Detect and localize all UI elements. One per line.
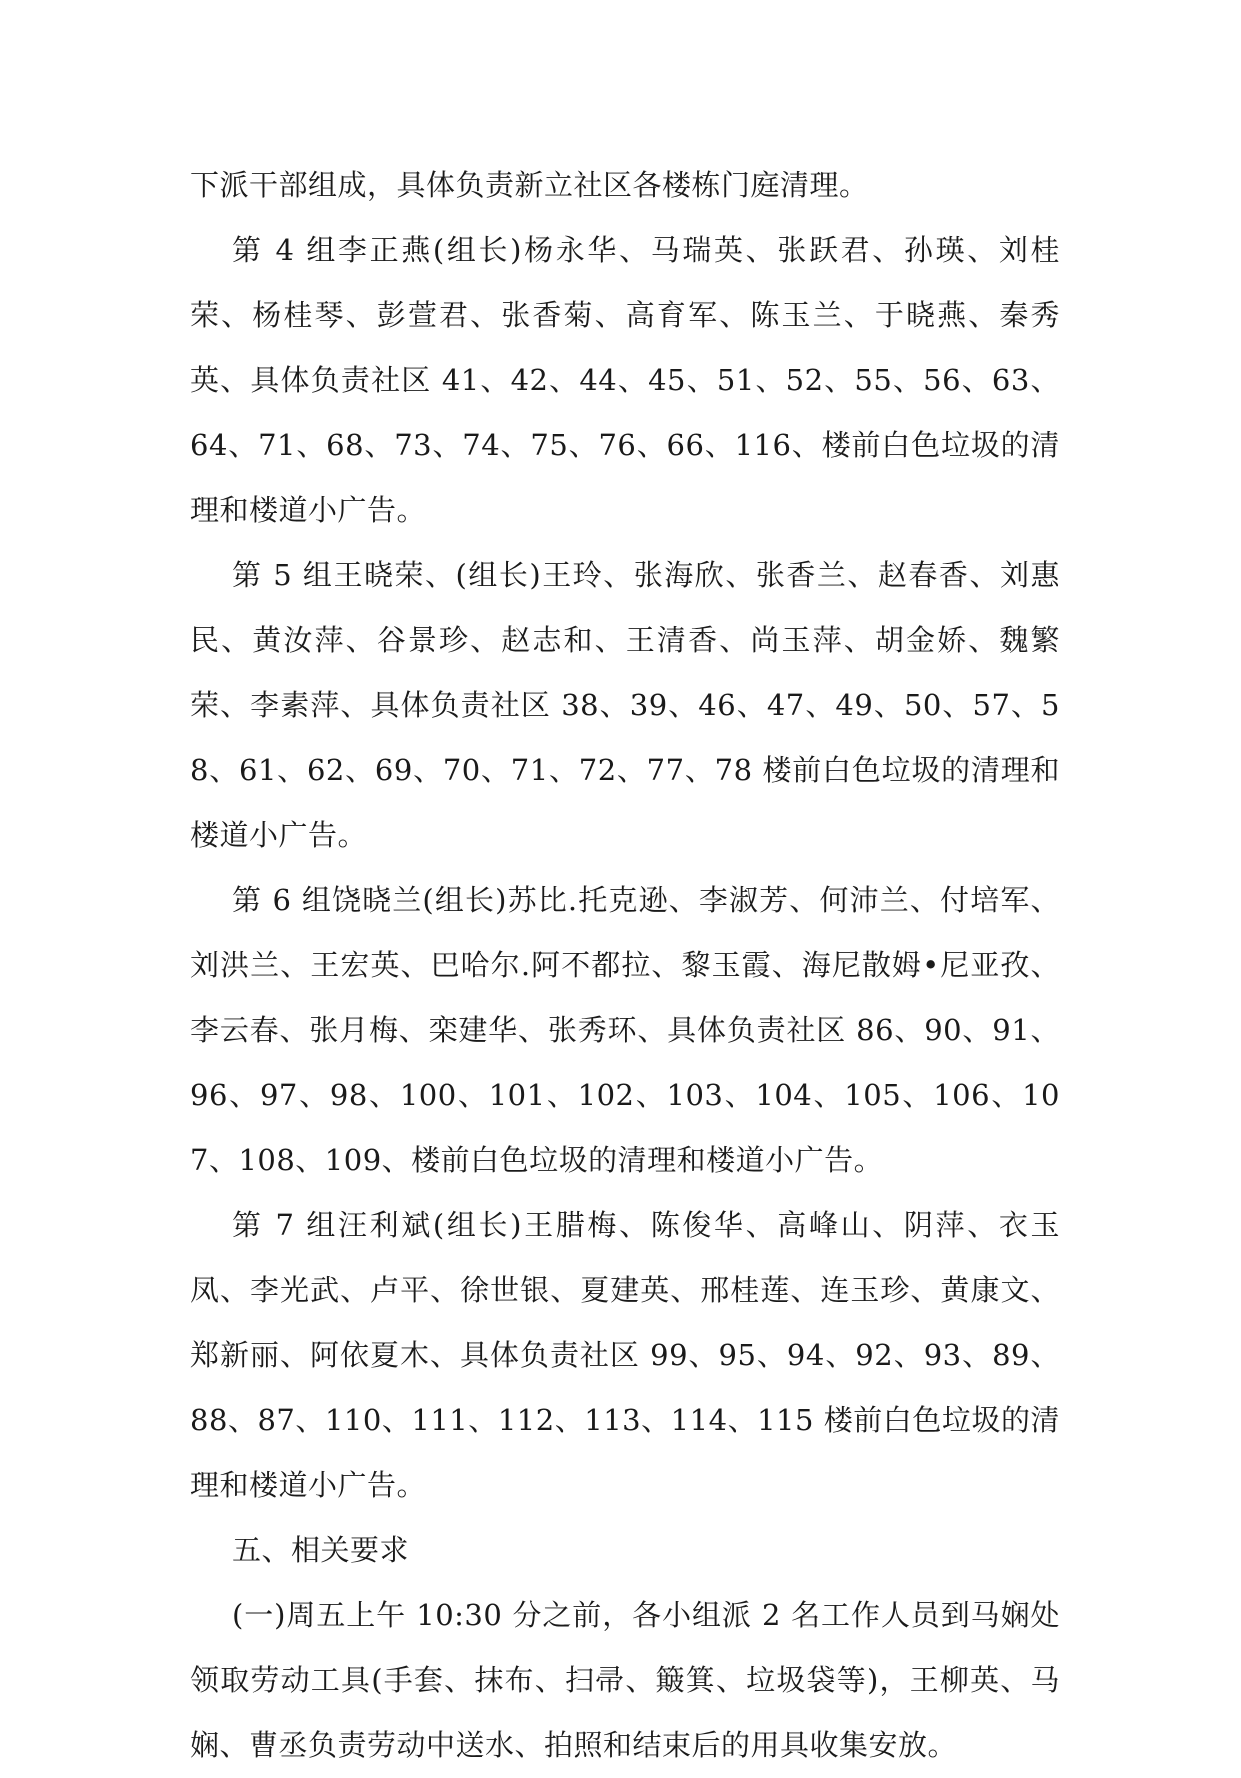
paragraph-group-4: 第 4 组李正燕(组长)杨永华、马瑞英、张跃君、孙瑛、刘桂荣、杨桂琴、彭萱君、张香菊、高育军、陈玉兰、于晓燕、秦秀英、具体负责社区 41、42、44、45、51、52、55、56、63、64、71、68、73、74、75、76、66、116、楼前白色垃圾的清理和楼道小广告。	[190, 233, 1060, 527]
paragraph-requirement-1: (一)周五上午 10:30 分之前，各小组派 2 名工作人员到马娴处领取劳动工具(手套、抹布、扫帚、簸箕、垃圾袋等)，王柳英、马娴、曹丞负责劳动中送水、拍照和结束后的用具收集安放。	[190, 1598, 1060, 1762]
section-heading-requirements: 五、相关要求	[232, 1533, 410, 1567]
paragraph-group-6: 第 6 组饶晓兰(组长)苏比.托克逊、李淑芳、何沛兰、付培军、刘洪兰、王宏英、巴哈尔.阿不都拉、黎玉霞、海尼散姆•尼亚孜、李云春、张月梅、栾建华、张秀环、具体负责社区 86、90、91、96、97、98、100、101、102、103、104、105、106、107、108、109、楼前白色垃圾的清理和楼道小广告。	[190, 883, 1060, 1177]
document-body	[190, 153, 1060, 1778]
paragraph-continuation: 下派干部组成，具体负责新立社区各楼栋门庭清理。	[190, 168, 869, 202]
paragraph-group-7: 第 7 组汪利斌(组长)王腊梅、陈俊华、高峰山、阴萍、衣玉凤、李光武、卢平、徐世银、夏建英、邢桂莲、连玉珍、黄康文、郑新丽、阿依夏木、具体负责社区 99、95、94、92、93、89、88、87、110、111、112、113、114、115 楼前白色垃圾的清理和楼道小广告。	[190, 1208, 1060, 1502]
paragraph-group-5: 第 5 组王晓荣、(组长)王玲、张海欣、张香兰、赵春香、刘惠民、黄汝萍、谷景珍、赵志和、王清香、尚玉萍、胡金娇、魏繁荣、李素萍、具体负责社区 38、39、46、47、49、50、57、58、61、62、69、70、71、72、77、78 楼前白色垃圾的清理和楼道小广告。	[190, 558, 1060, 852]
